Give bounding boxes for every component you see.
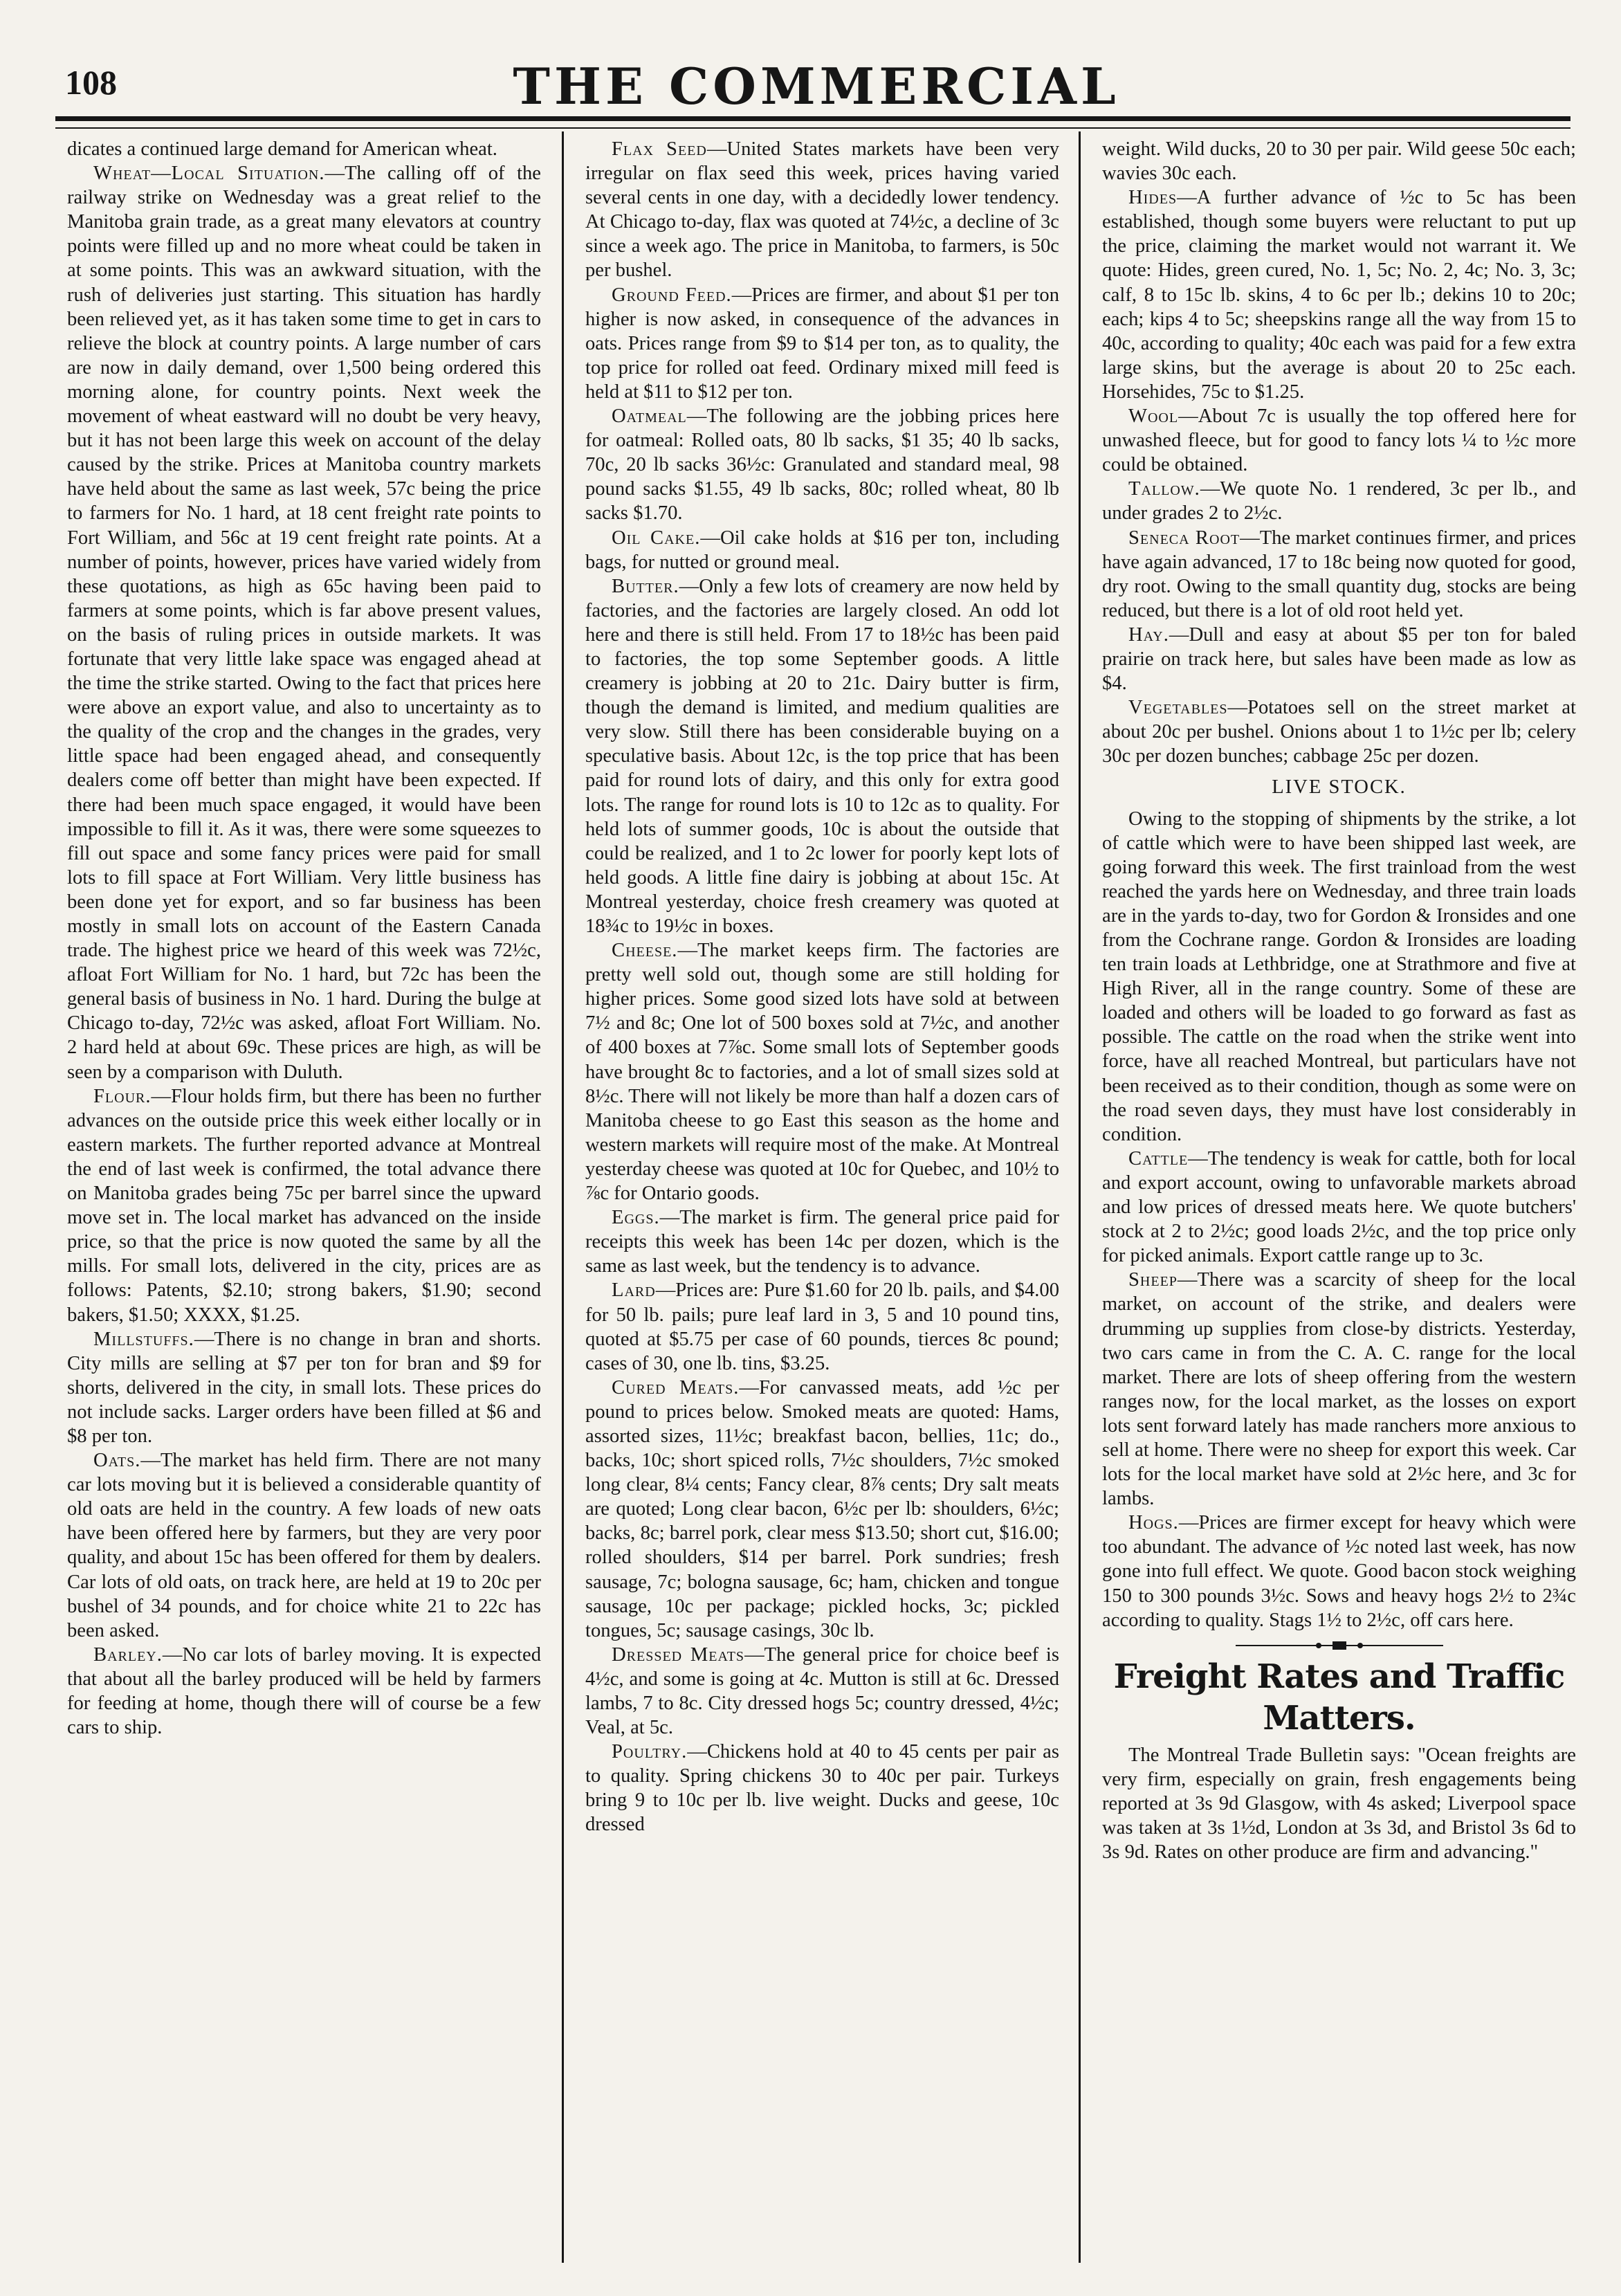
paragraph-vegetables (1102, 695, 1576, 768)
paragraph-wheat (67, 161, 541, 1084)
heading-millstuffs: Millstuffs. (93, 1328, 194, 1350)
text-seneca-root: —The market continues firmer, and prices have again advanced, 17 to 18c being now quoted for good, dry root. Owing to the small quantity dug, stocks are being reduced, but there is a lot of old root held yet. (1102, 527, 1576, 621)
column-1 (67, 137, 541, 1740)
heading-dressed-meats: Dressed Meats (612, 1643, 745, 1666)
paragraph-millstuffs (67, 1327, 541, 1448)
paragraph-lard (585, 1278, 1059, 1375)
text-hides: —A further advance of ½c to 5c has been established, though some buyers were reluctant to put up the price, claiming the market would not warrant it. We quote: Hides, green cured, No. 1, 5c; No. 2, 4c; No. 3, 3c; calf, 8 to 15c lb. skins, 4 to 6c per lb.; dekins 10 to 20c; each; kips 4 to 5c; sheepskins range all the way from 15 to 40c, according to quality; 40c each was paid for a few extra large skins, but the average is about 20 to 25c each. Horsehides, 75c to $1.25. (1102, 187, 1576, 403)
paragraph-continued: dicates a continued large demand for American wheat. (67, 138, 497, 160)
heading-oil-cake: Oil Cake. (612, 527, 701, 549)
text-millstuffs: —There is no change in bran and shorts. City mills are selling at $7 per ton for bran and $9 for shorts, delivered in the city, in small lots. These prices do not include sacks. Larger orders have been filled at $6 and $8 per ton. (67, 1328, 541, 1447)
text-lard: —Prices are: Pure $1.60 for 20 lb. pails, and $4.00 for 50 lb. pails; pure leaf lard in 3, 5 and 10 pound tins, quoted at $5.75 per case of 60 pounds, tierces 8c pound; cases of 30, one lb. tins, $3.25. (585, 1279, 1059, 1374)
text-cured-meats: —For canvassed meats, add ½c per pound to prices below. Smoked meats are quoted: Hams, assorted sizes, 11½c; breakfast bacon, bellies, 11c; do., backs, 10c; short spiced rolls, 7½c shoulders, 7½c smoked long clear, 8¼ cents; Fancy clear, 8⅞ cents; Dry salt meats are quoted; Long clear bacon, 6½c per lb: shoulders, 6½c; backs, 8c; barrel pork, clear mess $13.50; short cut, $16.00; rolled shoulders, $14 per barrel. Pork sundries; fresh sausage, 7c; bologna sausage, 6c; ham, chicken and tongue sausage, 10c per package; pickled hocks, 3c; pickled tongues, 5c; sausage casings, 30c lb. (585, 1376, 1059, 1641)
paragraph-hay (1102, 623, 1576, 695)
paragraph-cattle (1102, 1147, 1576, 1268)
section-title-live-stock: LIVE STOCK. (1272, 776, 1407, 799)
heading-seneca-root: Seneca Root (1128, 527, 1240, 549)
heading-cured-meats: Cured Meats. (612, 1376, 740, 1398)
text-flour: —Flour holds firm, but there has been no further advances on the outside price this week either locally or in eastern markets. The further reported advance at Montreal the end of last week is confirmed, the total advance there on Manitoba grades being 75c per barrel since the upward move set in. The local market has advanced on the inside price, so that the price is now quoted the same by all the mills. For small lots, delivered in the city, prices are as follows: Patents, $2.10; strong bakers, $1.90; second bakers, $1.50; XXXX, $1.25. (67, 1085, 541, 1326)
paragraph-ground-feed (585, 283, 1059, 404)
paragraph-sheep (1102, 1268, 1576, 1511)
paragraph-seneca-root (1102, 526, 1576, 623)
heading-barley: Barley. (93, 1643, 163, 1666)
heading-flour: Flour. (93, 1085, 152, 1107)
heading-hides: Hides (1128, 187, 1178, 209)
section-title-freight: Freight Rates and Traffic Matters. (1113, 1657, 1565, 1738)
text-cheese: —The market keeps firm. The factories are pretty well sold out, though some are still holding for higher prices. Some good sized lots have sold at between 7½ and 8c; One lot of 500 boxes sold at 7½c, and another of 400 boxes at 7⅞c. Some small lots of September goods have brought 8c to factories, and a lot of small sizes sold at 8½c. There will not likely be more than half a dozen cars of Manitoba cheese to go East this season as the home and western markets will require most of the make. At Montreal yesterday cheese was quoted at 10c for Quebec, and 10½ to ⅞c for Ontario goods. (585, 940, 1059, 1205)
masthead-title: THE COMMERCIAL (513, 57, 1120, 116)
text-barley: —No car lots of barley moving. It is expected that about all the barley produced will be held by farmers for feeding at home, though there will of course be a few cars to ship. (67, 1643, 541, 1739)
text-wool: —About 7c is usually the top offered here for unwashed fleece, but for good to fancy lots ¼ to ½c more could be obtained. (1102, 406, 1576, 476)
paragraph-butter (585, 574, 1059, 938)
heading-cattle: Cattle (1128, 1147, 1189, 1169)
paragraph-game-continued: weight. Wild ducks, 20 to 30 per pair. Wild geese 50c each; wavies 30c each. (1102, 138, 1576, 185)
paragraph-freight: The Montreal Trade Bulletin says: "Ocean freights are very firm, especially on grain, fresh engagements being reported at 3s 9d Glasgow, with 4s asked; Liverpool space was taken at 3s 1½d, London at 3s 3d, and Bristol 3s 6d to 3s 9d. Rates on other produce are firm and advancing." (1102, 1744, 1576, 1864)
heading-ground-feed: Ground Feed. (612, 284, 732, 306)
text-vegetables: —Potatoes sell on the street market at about 20c per bushel. Onions about 1 to 1½c per lb; celery 30c per dozen bunches; cabbage 25c per dozen. (1102, 697, 1576, 767)
paragraph-poultry (585, 1740, 1059, 1837)
page-number: 108 (65, 63, 117, 102)
text-butter: —Only a few lots of creamery are now held by factories, and the factories are largely closed. An odd lot here and there is still held. From 17 to 18½c has been paid to factories, the top some September goods. A little creamery is jobbing at 20 to 21c. Dairy butter is firm, though the demand is limited, and medium qualities are very slow. Still there has been considerable buying on a speculative basis. About 12c, is the top price that has been paid for round lots of dairy, and this only for extra good lots. The range for round lots is 10 to 12c as to quality. For held lots of summer goods, 10c is about the outside that could be realized, and 1 to 2c lower for poorly kept lots of held goods. A little fine dairy is jobbing at about 15c. At Montreal yesterday, choice fresh creamery was quoted at 18¾c to 19½c in boxes. (585, 575, 1059, 937)
paragraph-tallow (1102, 477, 1576, 525)
heading-vegetables: Vegetables (1128, 697, 1228, 719)
heading-hay: Hay. (1128, 623, 1169, 646)
text-tallow: —We quote No. 1 rendered, 3c per lb., and under grades 2 to 2½c. (1102, 478, 1576, 525)
heading-oatmeal: Oatmeal (612, 406, 687, 428)
heading-tallow: Tallow. (1128, 478, 1200, 500)
paragraph-oats (67, 1448, 541, 1643)
text-ground-feed: —Prices are firmer, and about $1 per ton higher is now asked, in consequence of the advances in oats. Prices range from $9 to $14 per ton, as to quality, the top price for rolled oat feed. Ordinary mixed mill feed is held at $11 to $12 per ton. (585, 284, 1059, 403)
paragraph-oatmeal (585, 404, 1059, 525)
paragraph-hides (1102, 185, 1576, 404)
paragraph-cured-meats (585, 1376, 1059, 1643)
text-wheat: —The calling off of the railway strike on Wednesday was a great relief to the Manitoba grain trade, as a great many elevators at country points were filled up and no more wheat could be taken in at some points. This was an awkward situation, with the rush of deliveries just starting. This situation has hardly been relieved yet, as it has taken some time to get in cars to relieve the block at country points. A large number of cars are now in daily demand, over 1,500 being ordered this morning alone, for country points. Next week the movement of wheat eastward will no doubt be very heavy, but it has not been large this week on account of the delay caused by the strike. Prices at Manitoba country markets have held about the same as last week, 57c being the price to farmers for No. 1 hard, at 18 cent freight rate points to Fort William, and 56c at 19 cent freight rate points. At a number of points, however, prices have varied widely from these quotations, as high as 65c having been paid to farmers at some points, which is far above present values, on the basis of ruling prices in outside markets. It was fortunate that very little lake space was engaged ahead at the time the strike started. Owing to the fact that prices here were above an export value, and also to uncertainty as to the quality of the crop and the changes in the grades, very little space had been engaged ahead, and consequently dealers come off better than might have been expected. If there had been much space engaged, it would have been impossible to fill it. As it was, there were some squeezes to fill out space and some fancy prices were paid for small lots to fill space at Fort William. Very little business has been done yet for export, and so far business has been mostly in small lots on account of the Eastern Canada trade. The highest price we heard of this week was 72½c, afloat Fort William for No. 1 hard, but 72c has been the general basis of business in No. 1 hard. During the bulge at Chicago to-day, 72½c was asked, afloat Fort William. No. 2 hard held at about 69c. These prices are high, as will be seen by a comparison with Duluth. (67, 163, 541, 1083)
heading-poultry: Poultry. (612, 1741, 688, 1763)
text-eggs: —The market is firm. The general price paid for receipts this week has been 14c per dozen, which is the same as last week, but the tendency is to advance. (585, 1207, 1059, 1277)
paragraph-dressed-meats (585, 1643, 1059, 1740)
header-rule-thick (55, 116, 1570, 121)
text-sheep: —There was a scarcity of sheep for the local market, on account of the strike, and dealers were drumming up supplies from close-by districts. Yesterday, two cars came in from the C. A. C. range for the local market. There are lots of sheep offering from the western ranges now, for the local market, as the losses on export lots sent forward lately has made ranchers more anxious to sell at home. There were no sheep for export this week. Car lots for the local market have sold at 2½c here, and 3c for lambs. (1102, 1269, 1576, 1510)
column-divider-2 (1079, 131, 1081, 2263)
text-cattle: —The tendency is weak for cattle, both for local and export account, owing to unfavorable markets abroad and low prices of dressed meats here. We quote butchers' stock at 2 to 2½c; good loads 2½c, and the top price only for picked animals. Export cattle range up to 3c. (1102, 1147, 1576, 1267)
text-hogs: —Prices are firmer except for heavy which were too abundant. The advance of ½c noted last week, has now gone into full effect. We quote. Good bacon stock weighing 150 to 300 pounds 3½c. Sows and heavy hogs 2½ to 2¾c according to quality. Stags 1½ to 2½c, off cars here. (1102, 1512, 1576, 1631)
paragraph-live-stock: Owing to the stopping of shipments by the strike, a lot of cattle which were to have been shipped last week, are going forward this week. The first trainload from the west reached the yards here on Wednesday, and three train loads are in the yards to-day, two for Gordon & Ironsides and one from the Cochrane range. Gordon & Ironsides are loading ten train loads at Lethbridge, one at Strathmore and five at High River, all in the range country. Some of these are loaded and others will be loaded to go forward as fast as possible. The cattle on the road when the strike went into force, have all reached Montreal, but particulars have not been received as to their condition, though as some were on the road seven days, they must have lost considerably in condition. (1102, 808, 1576, 1145)
paragraph-eggs (585, 1205, 1059, 1278)
heading-flax: Flax Seed (612, 138, 707, 160)
text-dressed-meats: —The general price for choice beef is 4½c, and some is going at 4c. Mutton is still at 6c. Dressed lambs, 7 to 8c. City dressed hogs 5c; country dressed, 4½c; Veal, at 5c. (585, 1643, 1060, 1739)
heading-lard: Lard (612, 1279, 656, 1302)
paragraph-flax (585, 137, 1059, 283)
paragraph-wool (1102, 404, 1576, 477)
heading-wheat: Wheat—Local Situation. (93, 163, 325, 185)
paragraph-oil-cake (585, 526, 1059, 574)
heading-cheese: Cheese. (612, 940, 678, 962)
heading-hogs: Hogs. (1128, 1512, 1179, 1534)
text-flax: —United States markets have been very irregular on flax seed this week, prices having varied several cents in one day, with a decidedly lower tendency. At Chicago to-day, flax was quoted at 74½c, a decline of 3c since a week ago. The price in Manitoba, to farmers, is 50c per bushel. (585, 138, 1060, 282)
heading-oats: Oats. (93, 1450, 141, 1472)
paragraph-flour (67, 1084, 541, 1327)
heading-eggs: Eggs. (612, 1207, 660, 1229)
column-2 (585, 137, 1059, 1837)
ornament-divider-icon (1236, 1641, 1443, 1650)
column-divider-1 (562, 131, 564, 2263)
column-3 (1102, 137, 1576, 1864)
heading-wool: Wool (1128, 406, 1179, 428)
text-hay: —Dull and easy at about $5 per ton for baled prairie on track here, but sales have been made as low as $4. (1102, 623, 1576, 695)
paragraph-hogs (1102, 1511, 1576, 1632)
paragraph-barley (67, 1643, 541, 1740)
heading-butter: Butter. (612, 575, 679, 597)
text-poultry: —Chickens hold at 40 to 45 cents per pair as to quality. Spring chickens 30 to 40c per pair. Turkeys bring 9 to 10c per lb. live weight. Ducks and geese, 10c dressed (585, 1741, 1059, 1836)
page-header (55, 57, 1577, 133)
header-rule-thin (55, 127, 1570, 129)
text-oats: —The market has held firm. There are not many car lots moving but it is believed a considerable quantity of old oats are held in the country. A few loads of new oats have been offered here by farmers, but they are very poor quality, and about 15c has been offered for them by dealers. Car lots of old oats, on track here, are held at 19 to 20c per bushel of 34 pounds, and for choice white 21 to 22c has been asked. (67, 1450, 541, 1641)
text-oil-cake: —Oil cake holds at $16 per ton, including bags, for nutted or ground meal. (585, 527, 1059, 573)
paragraph-cheese (585, 938, 1059, 1205)
text-oatmeal: —The following are the jobbing prices here for oatmeal: Rolled oats, 80 lb sacks, $1 35; 40 lb sacks, 70c, 20 lb sacks 36½c: Granulated and standard meal, 98 pound sacks $1.55, 49 lb sacks, 80c; rolled wheat, 80 lb sacks $1.70. (585, 406, 1059, 525)
heading-sheep: Sheep (1128, 1269, 1178, 1291)
